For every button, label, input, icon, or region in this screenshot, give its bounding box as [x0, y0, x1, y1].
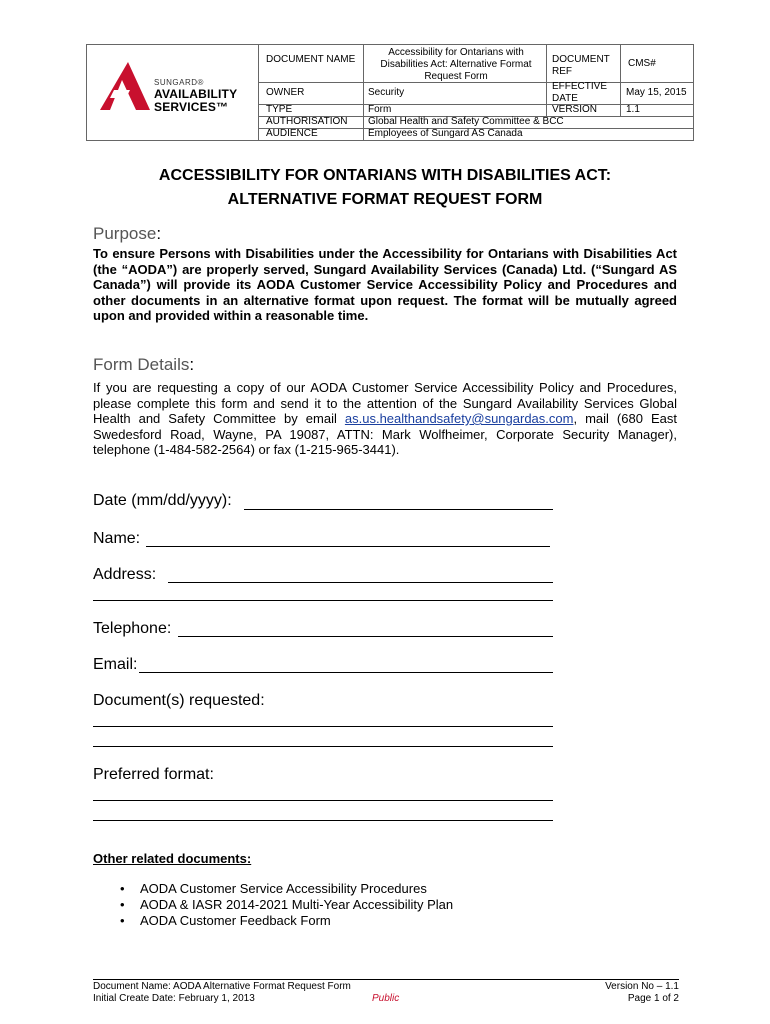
address-label: Address:	[93, 566, 157, 583]
form-details-heading: Form Details:	[93, 355, 195, 374]
list-item: • AODA Customer Service Accessibility Procedures	[120, 881, 453, 897]
logo-text-services: SERVICES™	[154, 100, 229, 114]
authorisation-value: Global Health and Safety Committee & BCC	[368, 116, 564, 127]
document-name-label: DOCUMENT NAME	[266, 54, 356, 65]
document-ref-label: DOCUMENT REF	[552, 54, 610, 77]
sungard-logo-icon	[100, 62, 160, 110]
logo-cell	[86, 44, 259, 141]
documents-requested-label: Document(s) requested:	[93, 692, 265, 709]
preferred-format-field-line-1[interactable]	[93, 800, 553, 801]
name-label: Name:	[93, 530, 141, 547]
footer-version: Version No – 1.1	[605, 981, 679, 992]
type-label: TYPE	[266, 104, 293, 115]
type-value: Form	[368, 104, 392, 115]
document-ref-value: CMS#	[628, 58, 656, 69]
footer-divider	[93, 979, 679, 980]
footer-document-name: Document Name: AODA Alternative Format Request Form	[93, 981, 351, 992]
other-documents-heading: Other related documents:	[93, 851, 252, 866]
telephone-field[interactable]	[178, 636, 553, 637]
logo-text-availability: AVAILABILITY	[154, 87, 238, 101]
telephone-label: Telephone:	[93, 620, 172, 637]
audience-value: Employees of Sungard AS Canada	[368, 128, 523, 139]
documents-requested-field-line-2[interactable]	[93, 746, 553, 747]
version-value: 1.1	[626, 104, 640, 115]
list-item: • AODA Customer Feedback Form	[120, 913, 453, 929]
preferred-format-label: Preferred format:	[93, 766, 214, 783]
header-divider	[363, 44, 364, 141]
version-label: VERSION	[552, 104, 598, 115]
header-divider	[620, 44, 621, 116]
document-name-value: Accessibility for Ontarians with Disabilities Act: Alternative Format Request Form	[380, 47, 532, 82]
owner-label: OWNER	[266, 87, 305, 98]
owner-value: Security	[368, 87, 405, 98]
footer-classification: Public	[372, 993, 400, 1004]
email-label: Email:	[93, 656, 138, 673]
date-label: Date (mm/dd/yyyy):	[93, 492, 232, 509]
logo-text-sungard: SUNGARD®	[154, 78, 204, 87]
email-field[interactable]	[139, 672, 553, 673]
authorisation-label: AUTHORISATION	[266, 116, 348, 127]
footer-create-date: Initial Create Date: February 1, 2013	[93, 993, 255, 1004]
page-title-line-1: ACCESSIBILITY FOR ONTARIANS WITH DISABILITIES ACT:	[158, 167, 612, 184]
page-title-line-2: ALTERNATIVE FORMAT REQUEST FORM	[227, 191, 543, 208]
form-details-text: If you are requesting a copy of our AODA Customer Service Accessibility Policy and Procedures, please complete this form and send it to the attention of the Sungard Availability Services Global Health and Safety Committee by email as.us.healthandsafety@sungardas.com, mail (680 East Swedesford Road, Wayne, PA 19087, ATTN: Mark Wolfheimer, Corporate Security Manager), telephone (1-484-582-2564) or fax (1-215-965-3441).	[93, 380, 677, 457]
address-field-line-2[interactable]	[93, 600, 553, 601]
effective-date-value: May 15, 2015	[626, 87, 687, 98]
footer-page-number: Page 1 of 2	[627, 993, 679, 1004]
audience-label: AUDIENCE	[266, 128, 318, 139]
address-field-line-1[interactable]	[168, 582, 553, 583]
purpose-heading: Purpose:	[93, 224, 162, 243]
email-link[interactable]: as.us.healthandsafety@sungardas.com	[344, 411, 574, 426]
effective-date-label: EFFECTIVE DATE	[552, 81, 608, 104]
list-item: • AODA & IASR 2014-2021 Multi-Year Accessibility Plan	[120, 897, 453, 913]
header-divider	[546, 44, 547, 116]
name-field[interactable]	[146, 546, 550, 547]
date-field[interactable]	[244, 509, 553, 510]
purpose-text: To ensure Persons with Disabilities under the Accessibility for Ontarians with Disabilities Act (the “AODA”) are properly served, Sungard Availability Services (Canada) Ltd. (“Sungard AS Canada”) will provide its AODA Customer Service Accessibility Policy and Procedures and other documents in an alternative format upon request. The format will be mutually agreed upon and provided within a reasonable time.	[93, 246, 677, 323]
other-documents-list	[120, 881, 453, 929]
preferred-format-field-line-2[interactable]	[93, 820, 553, 821]
documents-requested-field-line-1[interactable]	[93, 726, 553, 727]
